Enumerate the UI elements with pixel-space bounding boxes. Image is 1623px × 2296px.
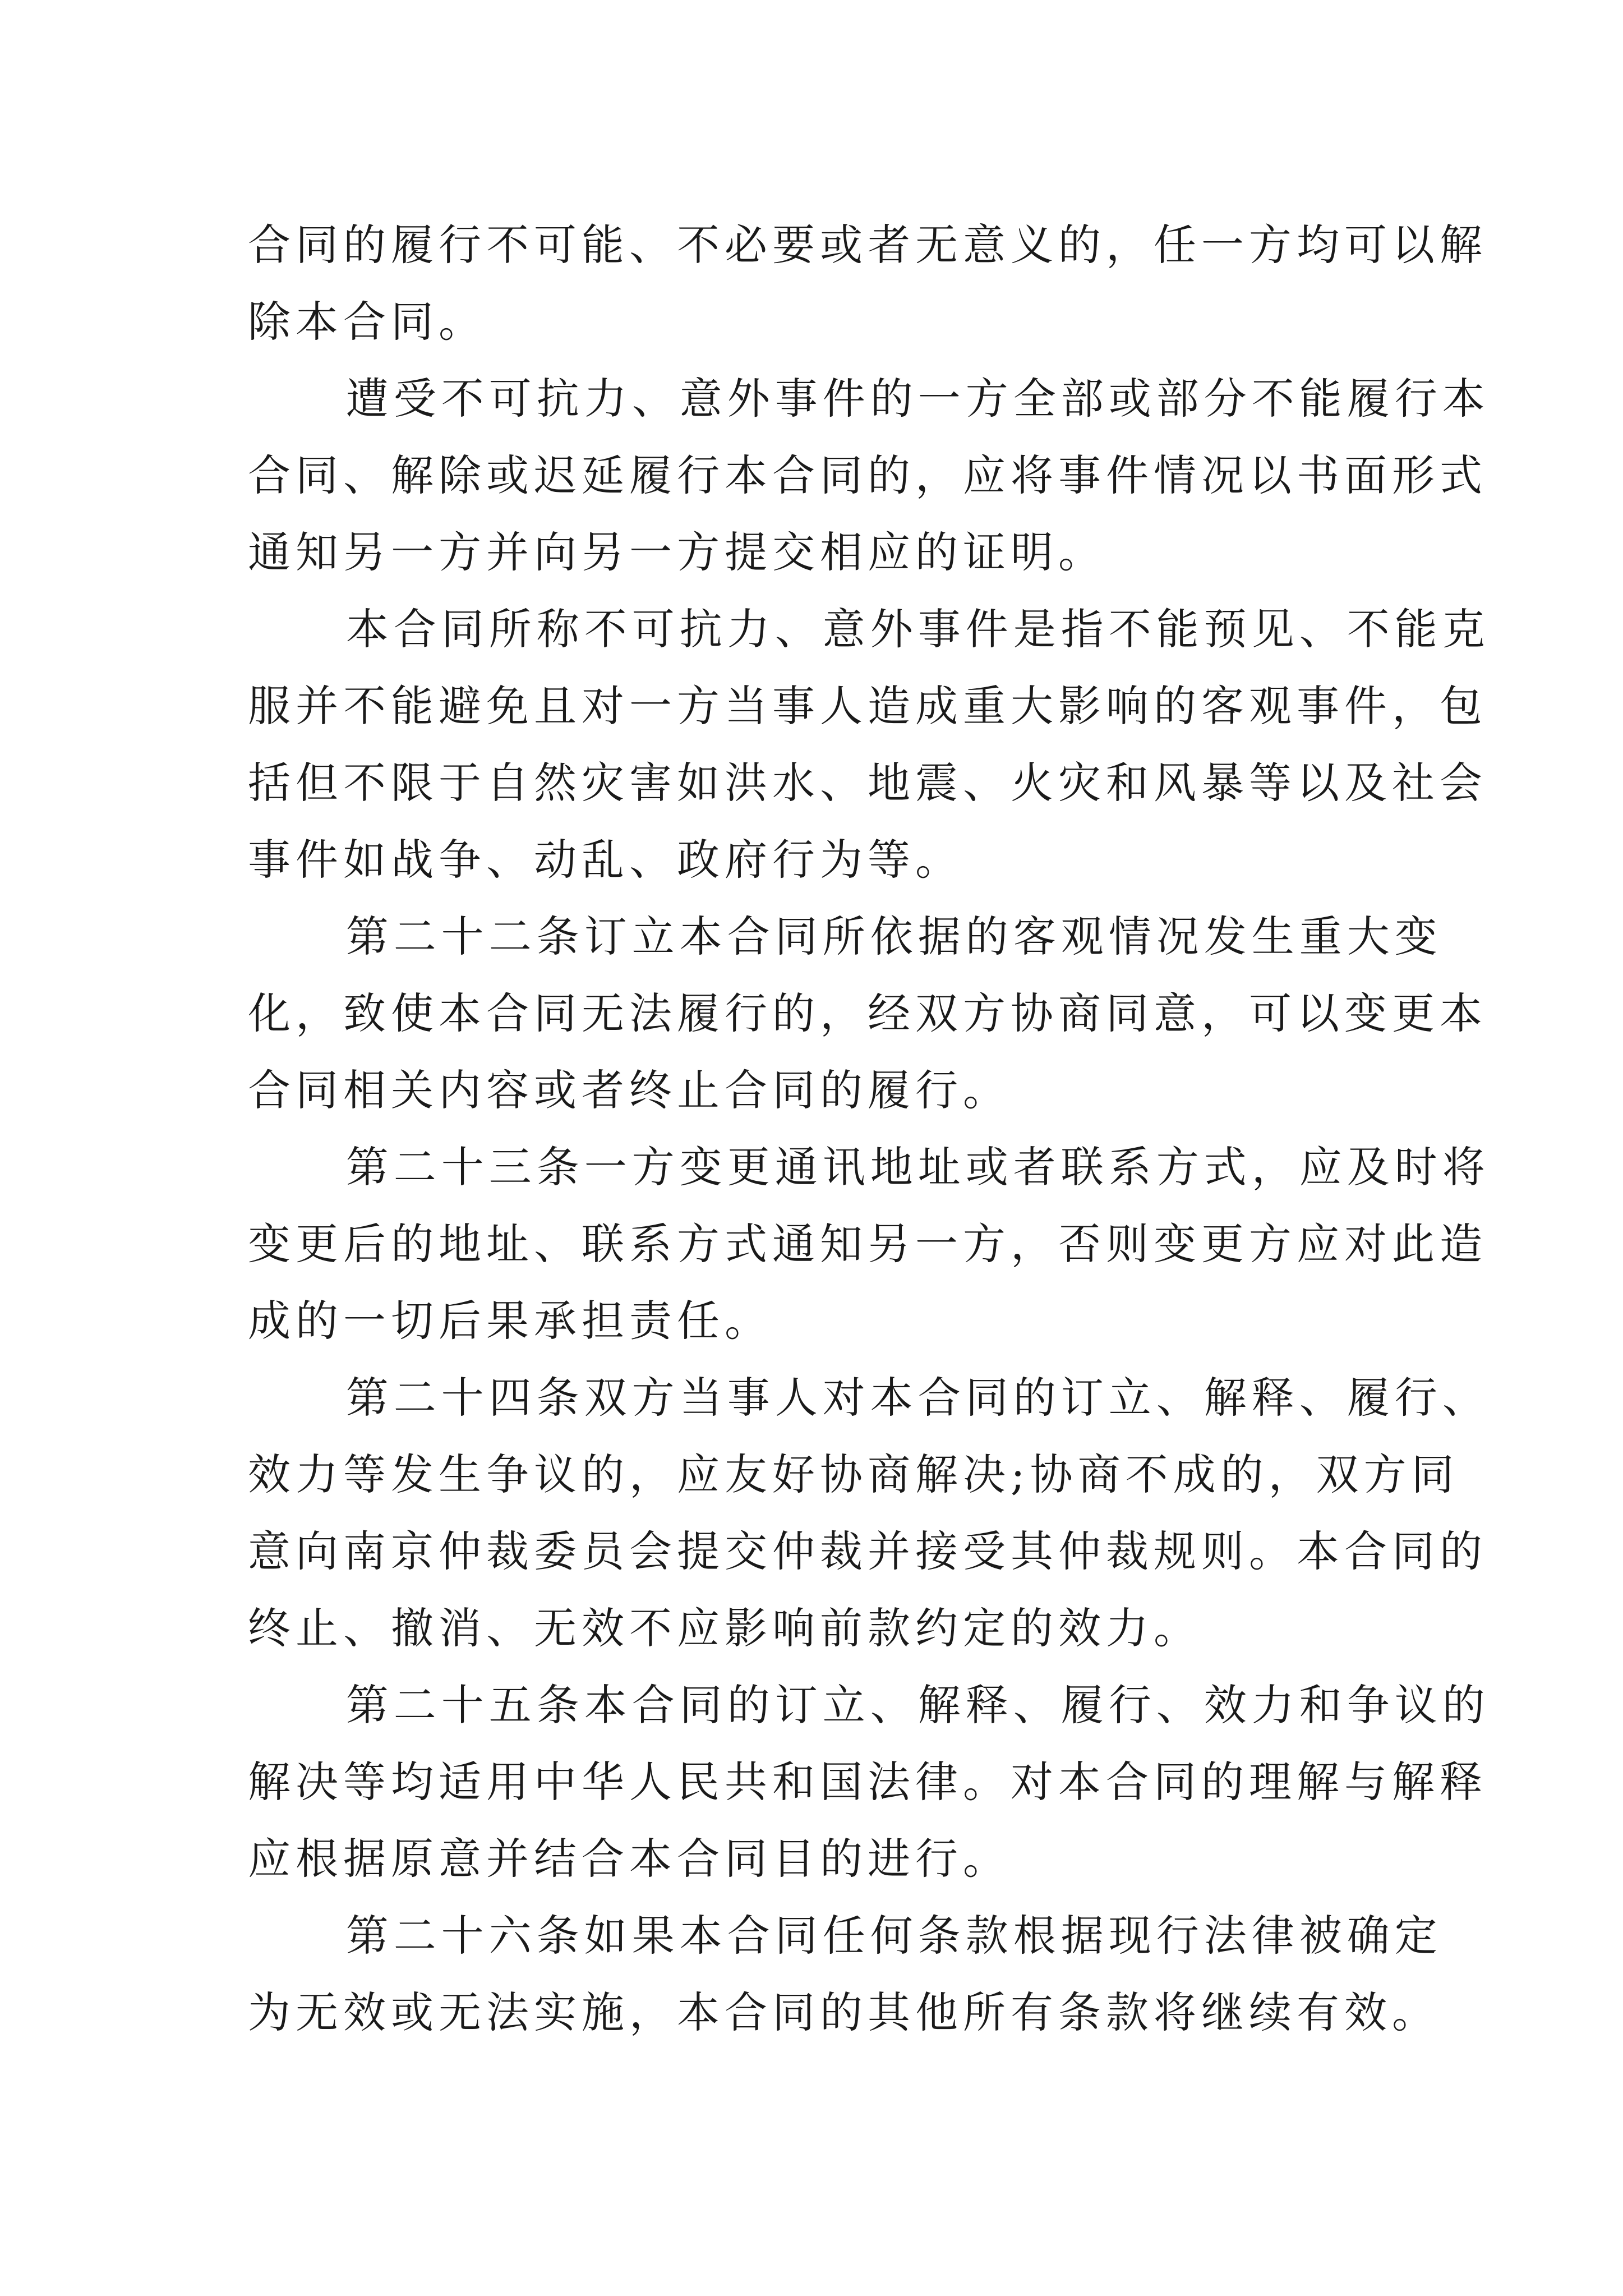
- text-line: 第二十二条订立本合同所依据的客观情况发生重大变: [345, 912, 1442, 961]
- text-line: 应根据原意并结合本合同目的进行。: [248, 1834, 1011, 1884]
- text-line: 第二十四条双方当事人对本合同的订立、解释、履行、: [345, 1373, 1490, 1423]
- paragraph-article-23: [248, 1129, 1490, 1359]
- text-line: 第二十五条本合同的订立、解释、履行、效力和争议的: [345, 1680, 1490, 1730]
- text-line: 变更后的地址、联系方式通知另一方，否则变更方应对此造: [248, 1219, 1487, 1269]
- text-line: 遭受不可抗力、意外事件的一方全部或部分不能履行本: [345, 374, 1490, 424]
- text-line: 括但不限于自然灾害如洪水、地震、火灾和风暴等以及社会: [248, 758, 1487, 808]
- paragraph-article-26: [248, 1897, 1442, 2051]
- text-line: 合同、解除或迟延履行本合同的，应将事件情况以书面形式: [248, 450, 1487, 500]
- document-body: [248, 206, 1490, 2051]
- text-line: 终止、撤消、无效不应影响前款约定的效力。: [248, 1603, 1201, 1653]
- text-line: 化，致使本合同无法履行的，经双方协商同意，可以变更本: [248, 988, 1487, 1038]
- text-line: 本合同所称不可抗力、意外事件是指不能预见、不能克: [345, 604, 1490, 654]
- paragraph-1: [248, 206, 1487, 360]
- text-line: 第二十三条一方变更通讯地址或者联系方式，应及时将: [345, 1142, 1490, 1192]
- paragraph-article-25: [248, 1667, 1490, 1897]
- text-line: 事件如战争、动乱、政府行为等。: [248, 835, 963, 885]
- text-line: 效力等发生争议的，应友好协商解决;协商不成的，双方同: [248, 1450, 1459, 1499]
- paragraph-article-24: [248, 1359, 1490, 1667]
- paragraph-article-22: [248, 898, 1487, 1129]
- text-line: 解决等均适用中华人民共和国法律。对本合同的理解与解释: [248, 1757, 1487, 1807]
- text-line: 为无效或无法实施，本合同的其他所有条款将继续有效。: [248, 1987, 1440, 2037]
- text-line: 通知另一方并向另一方提交相应的证明。: [248, 527, 1106, 577]
- paragraph-3: [248, 591, 1490, 898]
- paragraph-2: [248, 360, 1490, 591]
- text-line: 成的一切后果承担责任。: [248, 1296, 772, 1346]
- text-line: 合同相关内容或者终止合同的履行。: [248, 1065, 1011, 1115]
- text-line: 合同的履行不可能、不必要或者无意义的，任一方均可以解: [248, 220, 1487, 270]
- text-line: 意向南京仲裁委员会提交仲裁并接受其仲裁规则。本合同的: [248, 1526, 1487, 1576]
- text-line: 第二十六条如果本合同任何条款根据现行法律被确定: [345, 1911, 1442, 1961]
- text-line: 除本合同。: [248, 297, 486, 347]
- text-line: 服并不能避免且对一方当事人造成重大影响的客观事件，包: [248, 681, 1487, 731]
